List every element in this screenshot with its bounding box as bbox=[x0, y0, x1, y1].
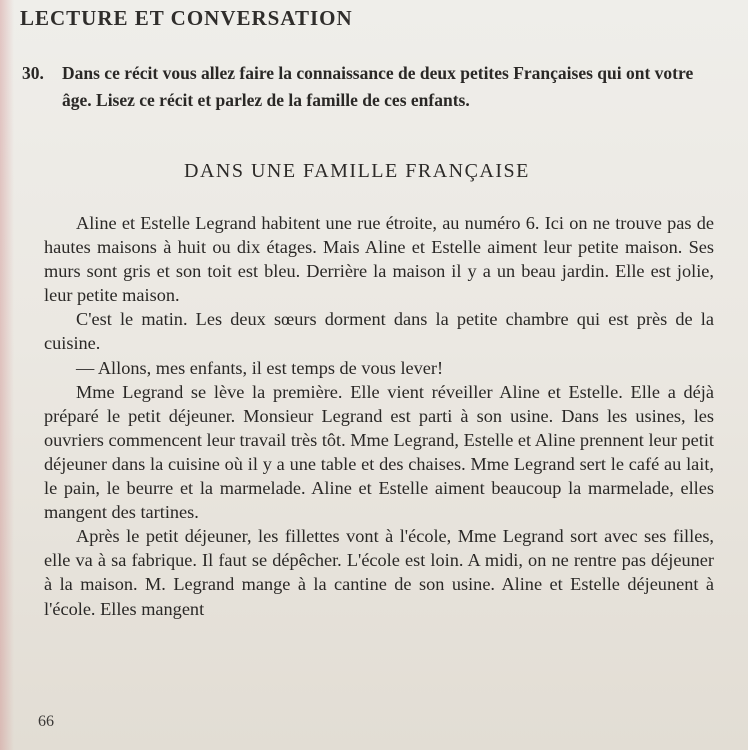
story-body bbox=[44, 211, 714, 621]
exercise-number: 30. bbox=[22, 63, 44, 83]
paragraph-2: C'est le matin. Les deux sœurs dorment dans la petite chambre qui est près de la cuisine. bbox=[44, 309, 714, 354]
paragraph-1: Aline et Estelle Legrand habitent une rue étroite, au numéro 6. Ici on ne trouve pas de hautes maisons à huit ou dix étages. Mais Aline et Estelle aiment leur petite maison. Ses murs sont gris et son toit est bleu. Derrière la maison il y a un beau jardin. Elle est jolie, leur petite maison. bbox=[44, 213, 714, 306]
exercise-instruction bbox=[22, 60, 712, 114]
paragraph-3: — Allons, mes enfants, il est temps de vous lever! bbox=[76, 357, 444, 378]
story-title: DANS UNE FAMILLE FRANÇAISE bbox=[184, 160, 530, 182]
page-number: 66 bbox=[38, 713, 54, 730]
section-header: LECTURE ET CONVERSATION bbox=[20, 6, 353, 30]
page-edge-shadow bbox=[0, 0, 14, 750]
paragraph-4: Mme Legrand se lève la première. Elle vient réveiller Aline et Estelle. Elle a déjà préparé le petit déjeuner. Monsieur Legrand est parti à son usine. Dans les usines, les ouvriers commencent leur travail très tôt. Mme Legrand, Estelle et Aline prennent leur petit déjeuner dans la cuisine où il y a une table et des chaises. Mme Legrand sert le café au lait, le pain, le beurre et la marmelade. Aline et Estelle aiment beaucoup la marmelade, elles mangent des tartines. bbox=[44, 381, 714, 523]
exercise-text: Dans ce récit vous allez faire la connaissance de deux petites Françaises qui ont votre âge. Lisez ce récit et parlez de la famille de ces enfants. bbox=[62, 63, 694, 110]
paragraph-5: Après le petit déjeuner, les fillettes vont à l'école, Mme Legrand sort avec ses filles, elle va à sa fabrique. Il faut se dépêcher. L'école est loin. A midi, on ne rentre pas déjeuner à la maison. M. Legrand mange à la cantine de son usine. Aline et Estelle déjeunent à l'école. Elles mangent bbox=[44, 526, 714, 619]
